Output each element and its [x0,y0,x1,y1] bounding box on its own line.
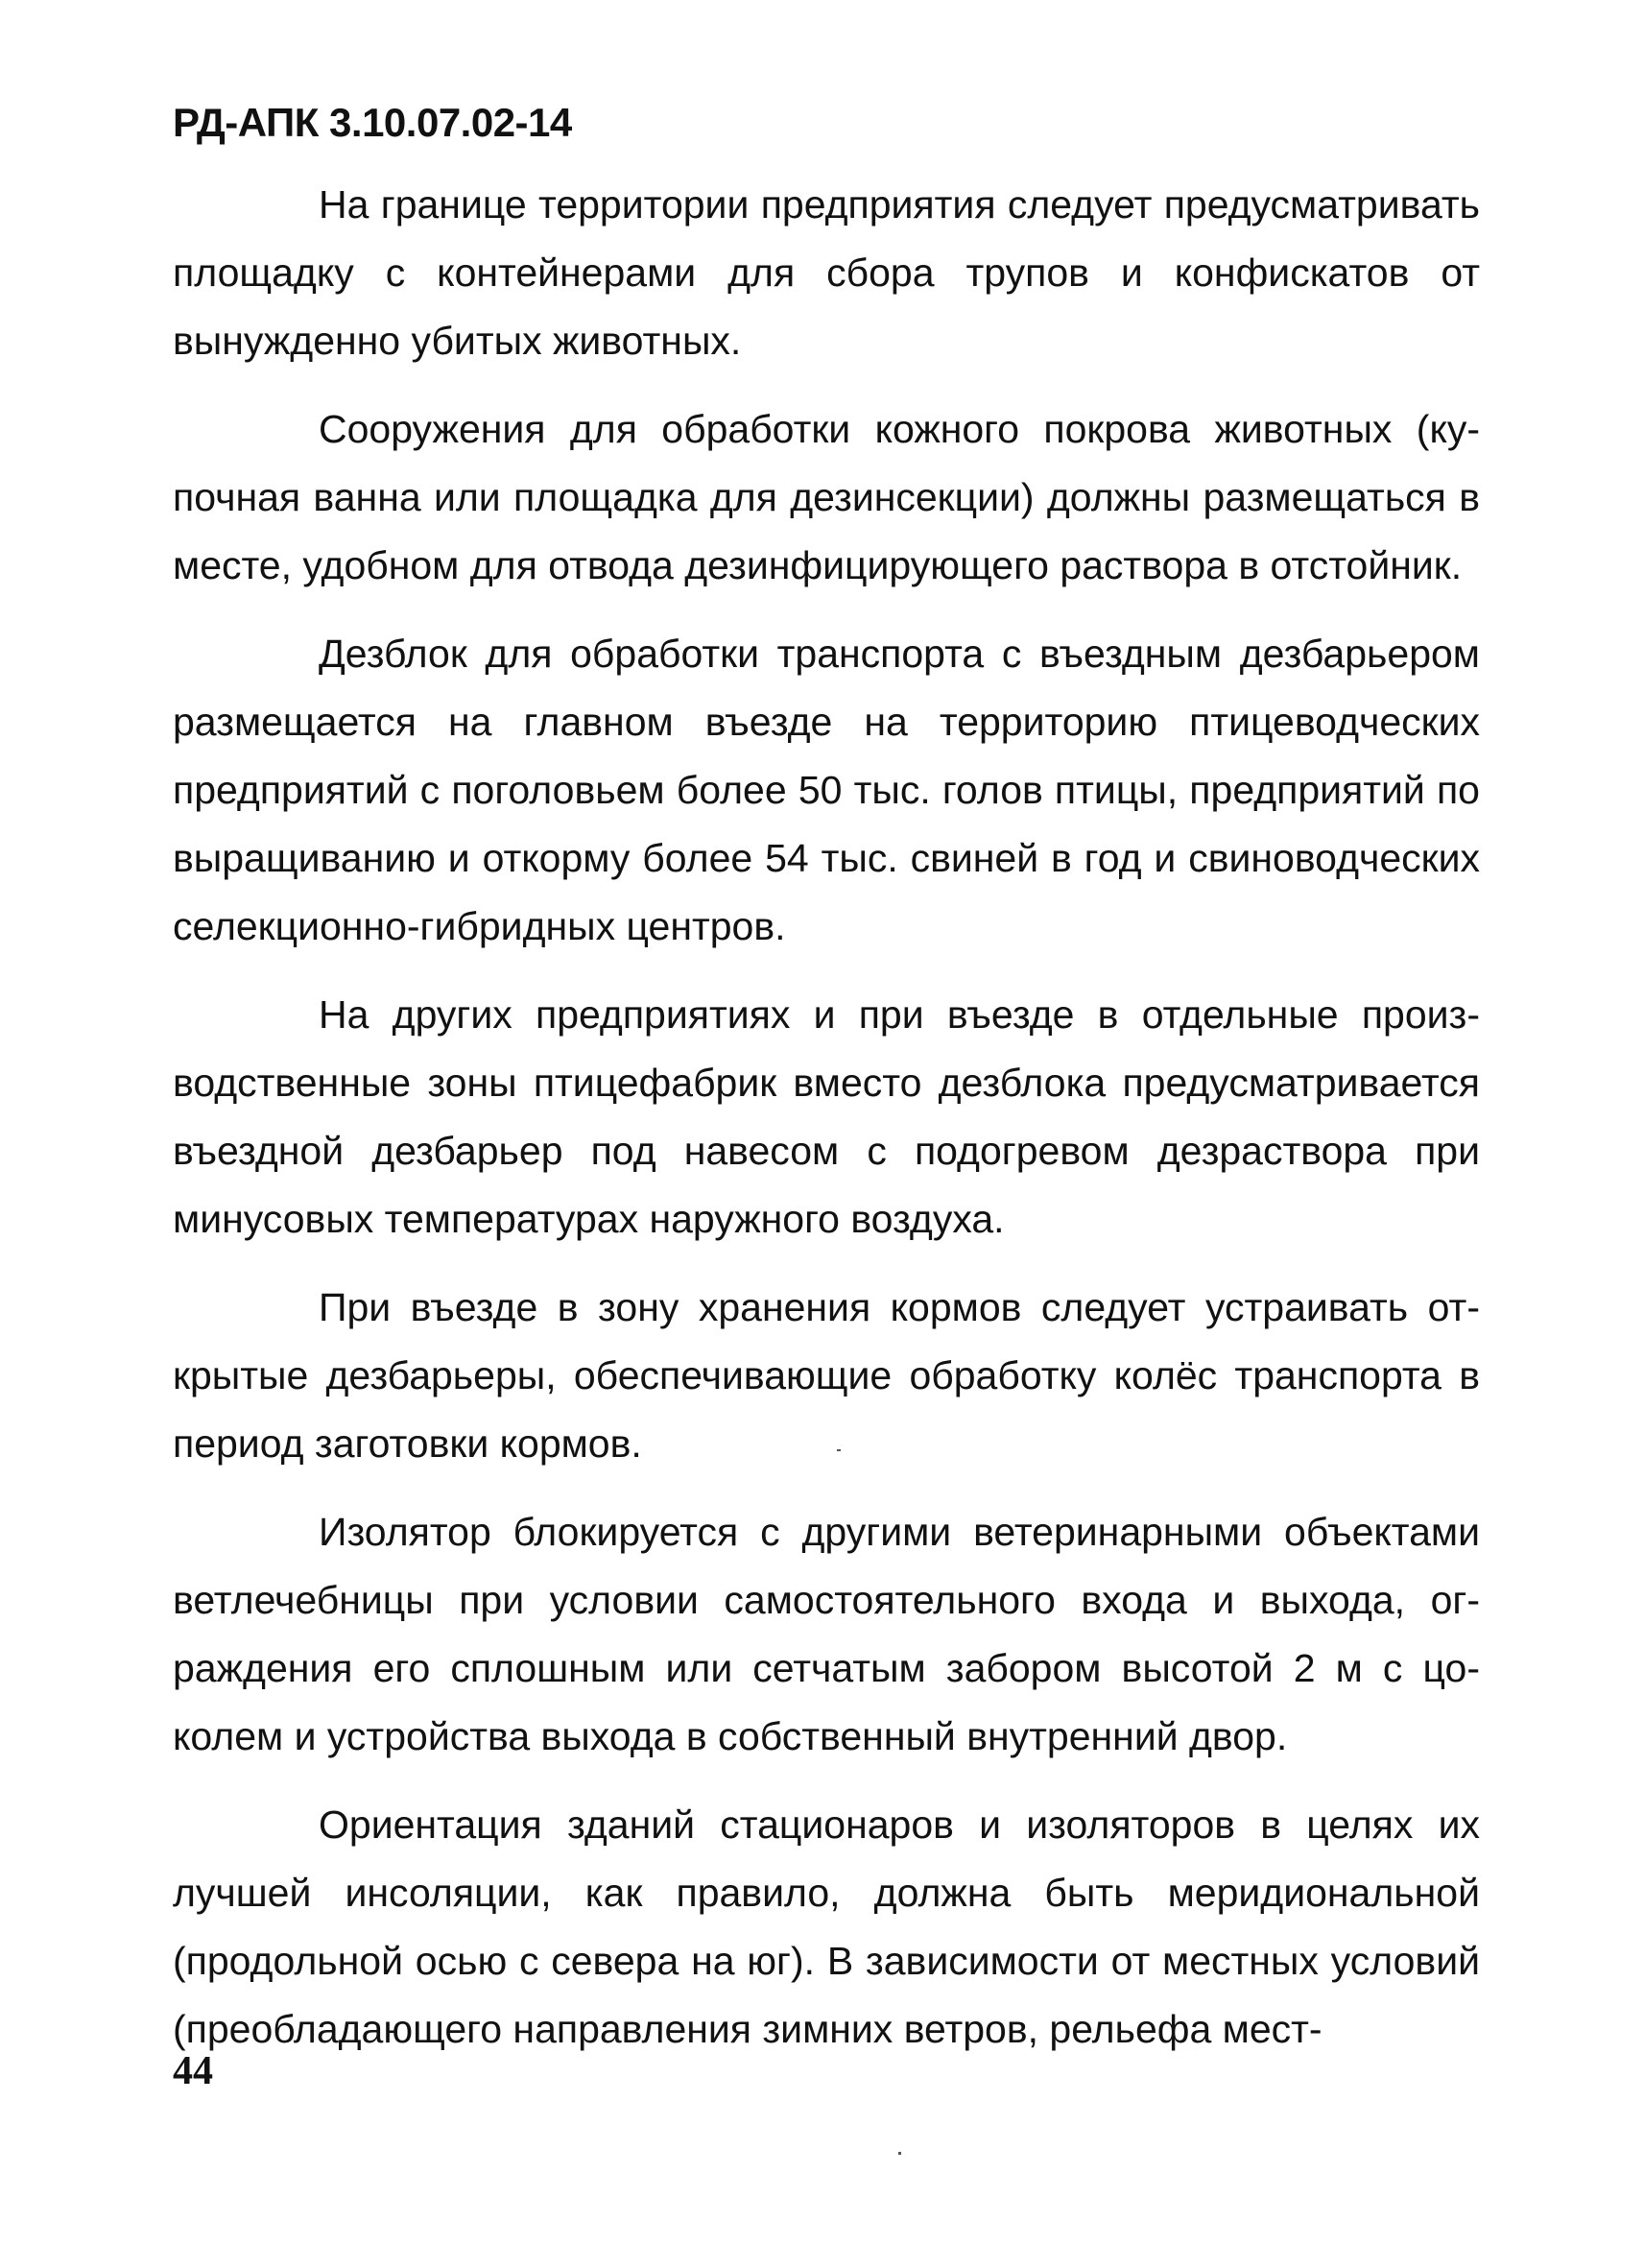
paragraph-container-boundary: На границе территории предприятия следует предусматривать площадку с контейнерами для сбора трупов и конфискатов от вынужденно убитых животных. [173,182,1480,363]
scan-speck [837,1449,841,1451]
paragraph-skin-treatment: Сооружения для обработки кожного покрова животных (купочная ванна или площадка для дезинсекции) должны размещаться в месте, удобном для отвода дезинфицирующего раствора в отстойник. [173,407,1480,587]
scan-speck [898,2152,901,2155]
document-code-header: РД-АПК 3.10.07.02-14 [173,100,572,145]
body-text [173,171,1480,2084]
paragraph-other-enterprises: На других предприятиях и при въезде в отдельные производственные зоны птицефабрик вместо дезблока предусматривается въездной дезбарьер под навесом с подогревом дезраствора при минусовых температурах наружного воздуха. [173,992,1480,1241]
page-number: 44 [173,2049,213,2093]
paragraph-feed-storage: При въезде в зону хранения кормов следует устраивать открытые дезбарьеры, обеспечивающие обработку колёс транспорта в период заготовки кормов. [173,1285,1480,1466]
paragraph-isolator: Изолятор блокируется с другими ветеринарными объектами ветлечебницы при условии самостоятельного входа и выхода, ограждения его сплошным или сетчатым забором высотой 2 м с цоколем и устройства выхода в собственный внутренний двор. [173,1510,1480,1758]
paragraph-orientation: Ориентация зданий стационаров и изоляторов в целях их лучшей инсоляции, как правило, должна быть меридиональной (продольной осью с севера на юг). В зависимости от местных условий (преобладающего направления зимних ветров, рельефа мест- [173,1802,1480,2051]
paragraph-disinfection-block: Дезблок для обработки транспорта с въездным дезбарьером размещается на главном въезде на территорию птицеводческих предприятий с поголовьем более 50 тыс. голов птицы, предприятий по выращиванию и откорму более 54 тыс. свиней в год и свиноводческих селекционно-гибридных центров. [173,632,1480,948]
